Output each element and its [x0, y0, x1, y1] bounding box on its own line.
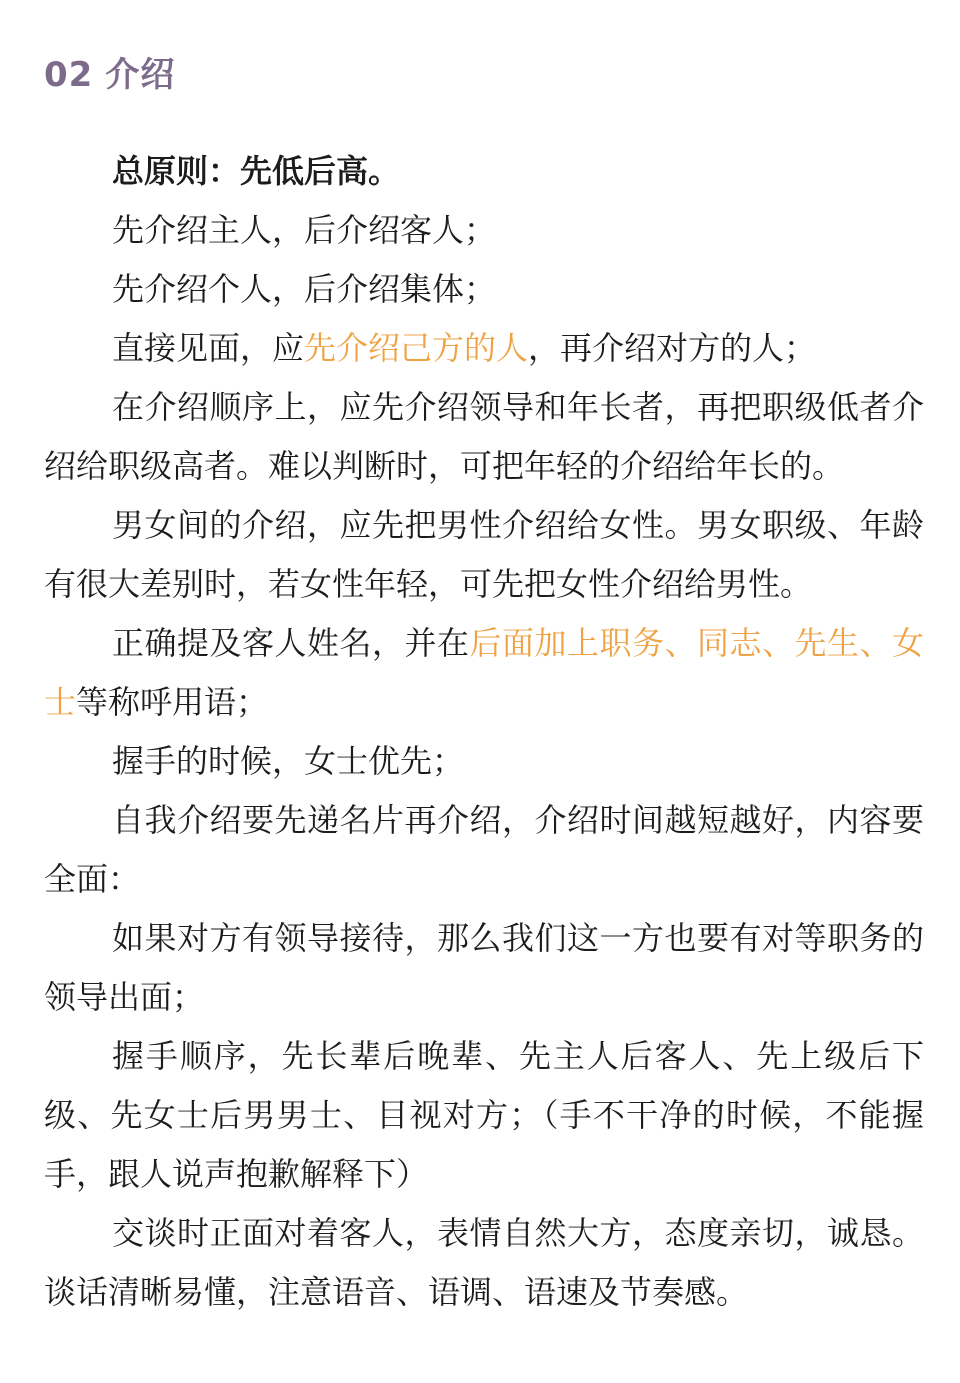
- direct-meeting-highlight: 先介绍己方的人: [304, 329, 529, 367]
- paragraph-handshake-order: 握手顺序，先长辈后晚辈、先主人后客人、先上级后下级、先女士后男男士、目视对方；（手不干净的时候，不能握手，跟人说声抱歉解释下）: [44, 1037, 924, 1193]
- names-text-after: 等称呼用语；: [76, 683, 269, 721]
- paragraph-handshake-ladies: 握手的时候，女士优先；: [112, 742, 465, 780]
- paragraph-leader: 如果对方有领导接待，那么我们这一方也要有对等职务的领导出面；: [44, 919, 924, 1016]
- section-title: 介绍: [105, 55, 176, 95]
- paragraph-conversation: 交谈时正面对着客人，表情自然大方，态度亲切，诚恳。谈话清晰易懂，注意语音、语调、语速及节奏感。: [44, 1214, 924, 1311]
- paragraph-rank-order: 在介绍顺序上，应先介绍领导和年长者，再把职级低者介绍给职级高者。难以判断时，可把年轻的介绍给年长的。: [44, 388, 924, 485]
- paragraph-direct-meeting: [44, 319, 924, 378]
- direct-meeting-text-after: ，再介绍对方的人；: [528, 329, 817, 367]
- paragraph-host-guest: 先介绍主人，后介绍客人；: [112, 211, 497, 249]
- paragraph-self-intro: 自我介绍要先递名片再介绍，介绍时间越短越好，内容要全面：: [44, 801, 924, 898]
- paragraph-individual-group: 先介绍个人，后介绍集体；: [112, 270, 497, 308]
- direct-meeting-text-before: 直接见面，应: [112, 329, 305, 367]
- names-highlight: 后面加上职务、同志、先生、女士: [44, 624, 924, 721]
- paragraph-names: [44, 614, 924, 732]
- section-number: 02: [44, 55, 94, 95]
- paragraph-gender: 男女间的介绍，应先把男性介绍给女性。男女职级、年龄有很大差别时，若女性年轻，可先把女性介绍给男性。: [44, 506, 924, 603]
- article-body: [44, 142, 924, 1322]
- principle-line: 总原则：先低后高。: [112, 152, 401, 190]
- section-heading: [44, 52, 175, 98]
- names-text-before: 正确提及客人姓名，并在: [112, 624, 470, 662]
